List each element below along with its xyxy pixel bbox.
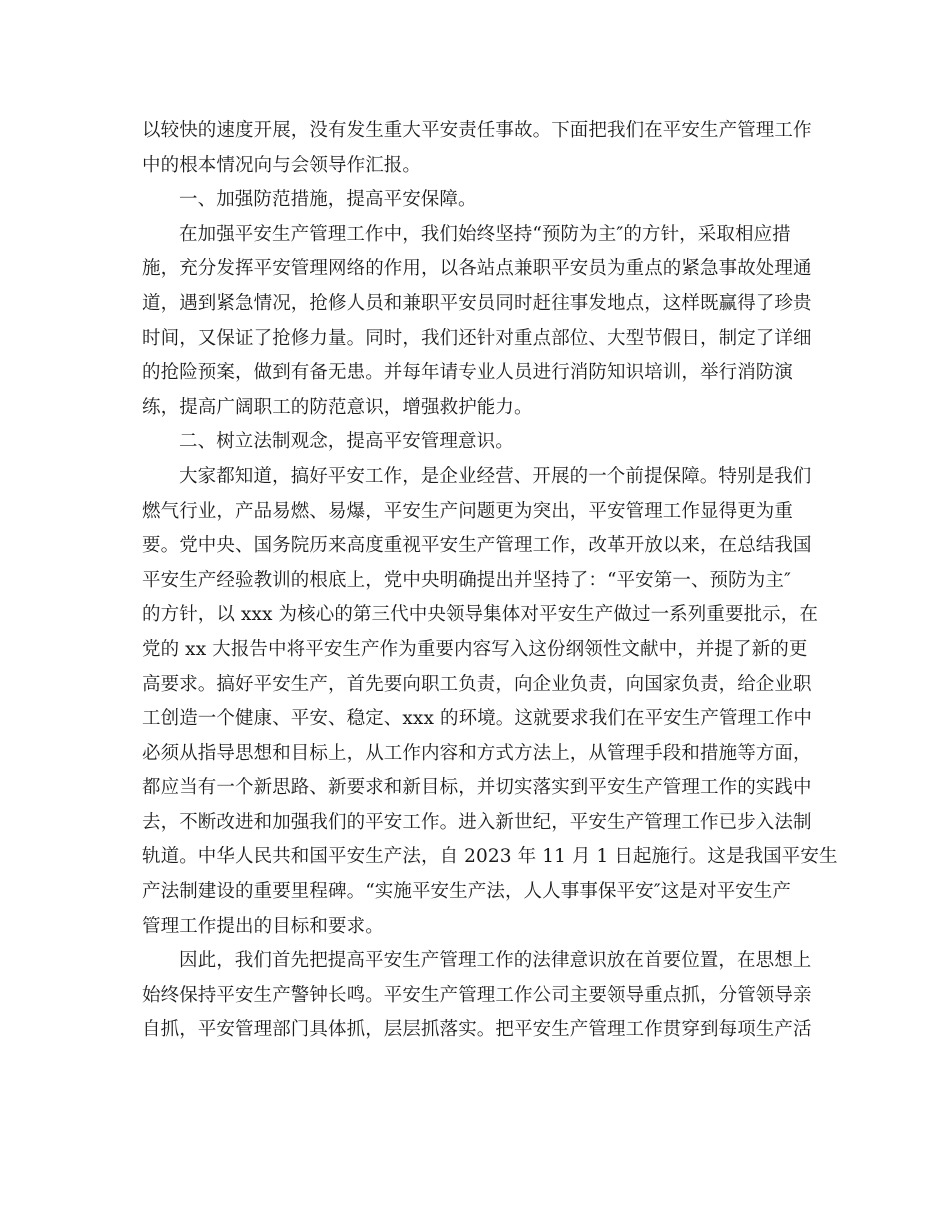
text-line: 管理工作提出的目标和要求。 <box>142 915 384 937</box>
text-line: 在加强平安生产管理工作中，我们始终坚持“预防为主″的方针，采取相应措 <box>179 223 791 245</box>
text-line: 始终保持平安生产警钟长鸣。平安生产管理工作公司主要领导重点抓，分管领导亲 <box>142 984 812 1006</box>
text-line: 产法制建设的重要里程碑。“实施平安生产法，人人事事保平安″这是对平安生产 <box>142 881 791 903</box>
text-line: 因此，我们首先把提高平安生产管理工作的法律意识放在首要位置，在思想上 <box>179 950 812 972</box>
text-line: 轨道。中华人民共和国平安生产法，自 2023 年 11 月 1 日起施行。这是我国平安生 <box>142 846 838 868</box>
text-line: 平安生产经验教训的根底上，党中央明确提出并坚持了：“平安第一、预防为主″ <box>142 569 791 591</box>
text-line: 时间，又保证了抢修力量。同时，我们还针对重点部位、大型节假日，制定了详细 <box>142 327 812 349</box>
text-line: 中的根本情况向与会领导作汇报。 <box>142 154 422 176</box>
text-line: 燃气行业，产品易燃、易爆，平安生产问题更为突出，平安管理工作显得更为重 <box>142 500 794 522</box>
text-line: 以较快的速度开展，没有发生重大平安责任事故。下面把我们在平安生产管理工作 <box>142 120 812 141</box>
text-line: 去，不断改进和加强我们的平安工作。进入新世纪，平安生产管理工作已步入法制 <box>142 811 812 833</box>
text-line: 施，充分发挥平安管理网络的作用，以各站点兼职平安员为重点的紧急事故处理通 <box>142 258 812 280</box>
text-line: 练，提高广阔职工的防范意识，增强救护能力。 <box>142 396 533 418</box>
text-line: 道，遇到紧急情况，抢修人员和兼职平安员同时赶往事发地点，这样既赢得了珍贵 <box>142 292 812 314</box>
document-page <box>142 114 838 1048</box>
text-line: 高要求。搞好平安生产，首先要向职工负责，向企业负责，向国家负责，给企业职 <box>142 673 812 695</box>
text-line: 工创造一个健康、平安、稳定、xxx 的环境。这就要求我们在平安生产管理工作中 <box>142 708 812 730</box>
text-line: 党的 xx 大报告中将平安生产作为重要内容写入这份纲领性文献中，并提了新的更 <box>142 638 808 660</box>
text-line: 必须从指导思想和目标上，从工作内容和方式方法上，从管理手段和措施等方面， <box>142 742 812 764</box>
text-line: 要。党中央、国务院历来高度重视平安生产管理工作，改革开放以来，在总结我国 <box>142 535 812 557</box>
section-heading: 一、加强防范措施，提高平安保障。 <box>179 189 477 211</box>
text-line: 都应当有一个新思路、新要求和新目标，并切实落实到平安生产管理工作的实践中 <box>142 777 812 799</box>
text-line: 的方针，以 xxx 为核心的第三代中央领导集体对平安生产做过一系列重要批示，在 <box>142 604 818 626</box>
text-line: 自抓，平安管理部门具体抓，层层抓落实。把平安生产管理工作贯穿到每项生产活 <box>142 1019 812 1041</box>
text-line: 大家都知道，搞好平安工作，是企业经营、开展的一个前提保障。特别是我们 <box>179 465 812 487</box>
text-line: 的抢险预案，做到有备无患。并每年请专业人员进行消防知识培训，举行消防演 <box>142 362 794 384</box>
section-heading: 二、树立法制观念，提高平安管理意识。 <box>179 431 514 453</box>
